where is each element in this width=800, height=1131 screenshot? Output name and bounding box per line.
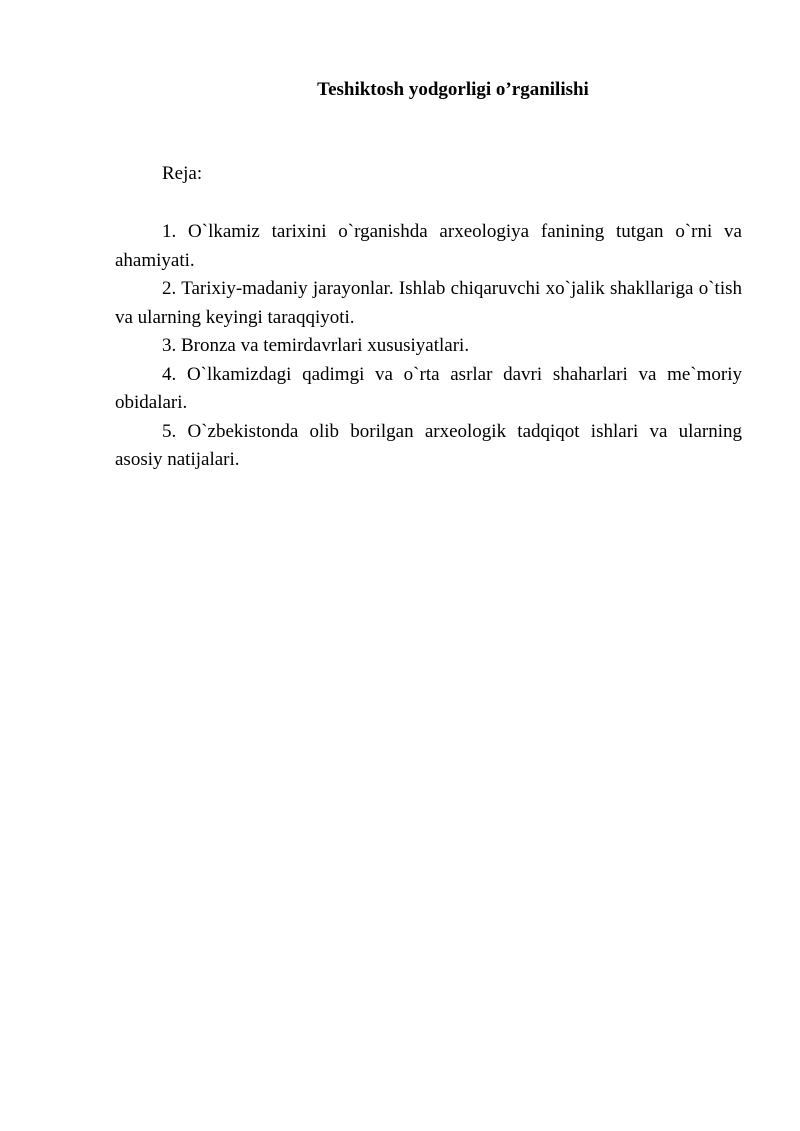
plan-item: 2. Tarixiy-madaniy jarayonlar. Ishlab chiqaruvchi xo`jalik shakllariga o`tish va ularning keyingi taraqqiyoti. [115, 278, 742, 328]
plan-item: 3. Bronza va temirdavrlari xususiyatlari. [162, 335, 470, 356]
plan-label: Reja: [162, 163, 203, 184]
plan-item: 1. O`lkamiz tarixini o`rganishda arxeologiya fanining tutgan o`rni va ahamiyati. [115, 221, 742, 271]
document-title: Teshiktosh yodgorligi o’rganilishi [317, 79, 589, 100]
title-area [0, 0, 800, 140]
plan-item: 5. O`zbekistonda olib borilgan arxeologik tadqiqot ishlari va ularning asosiy natijalari. [115, 420, 742, 470]
plan-list [115, 218, 742, 475]
plan-item: 4. O`lkamizdagi qadimgi va o`rta asrlar davri shaharlari va me`moriy obidalari. [115, 363, 742, 413]
